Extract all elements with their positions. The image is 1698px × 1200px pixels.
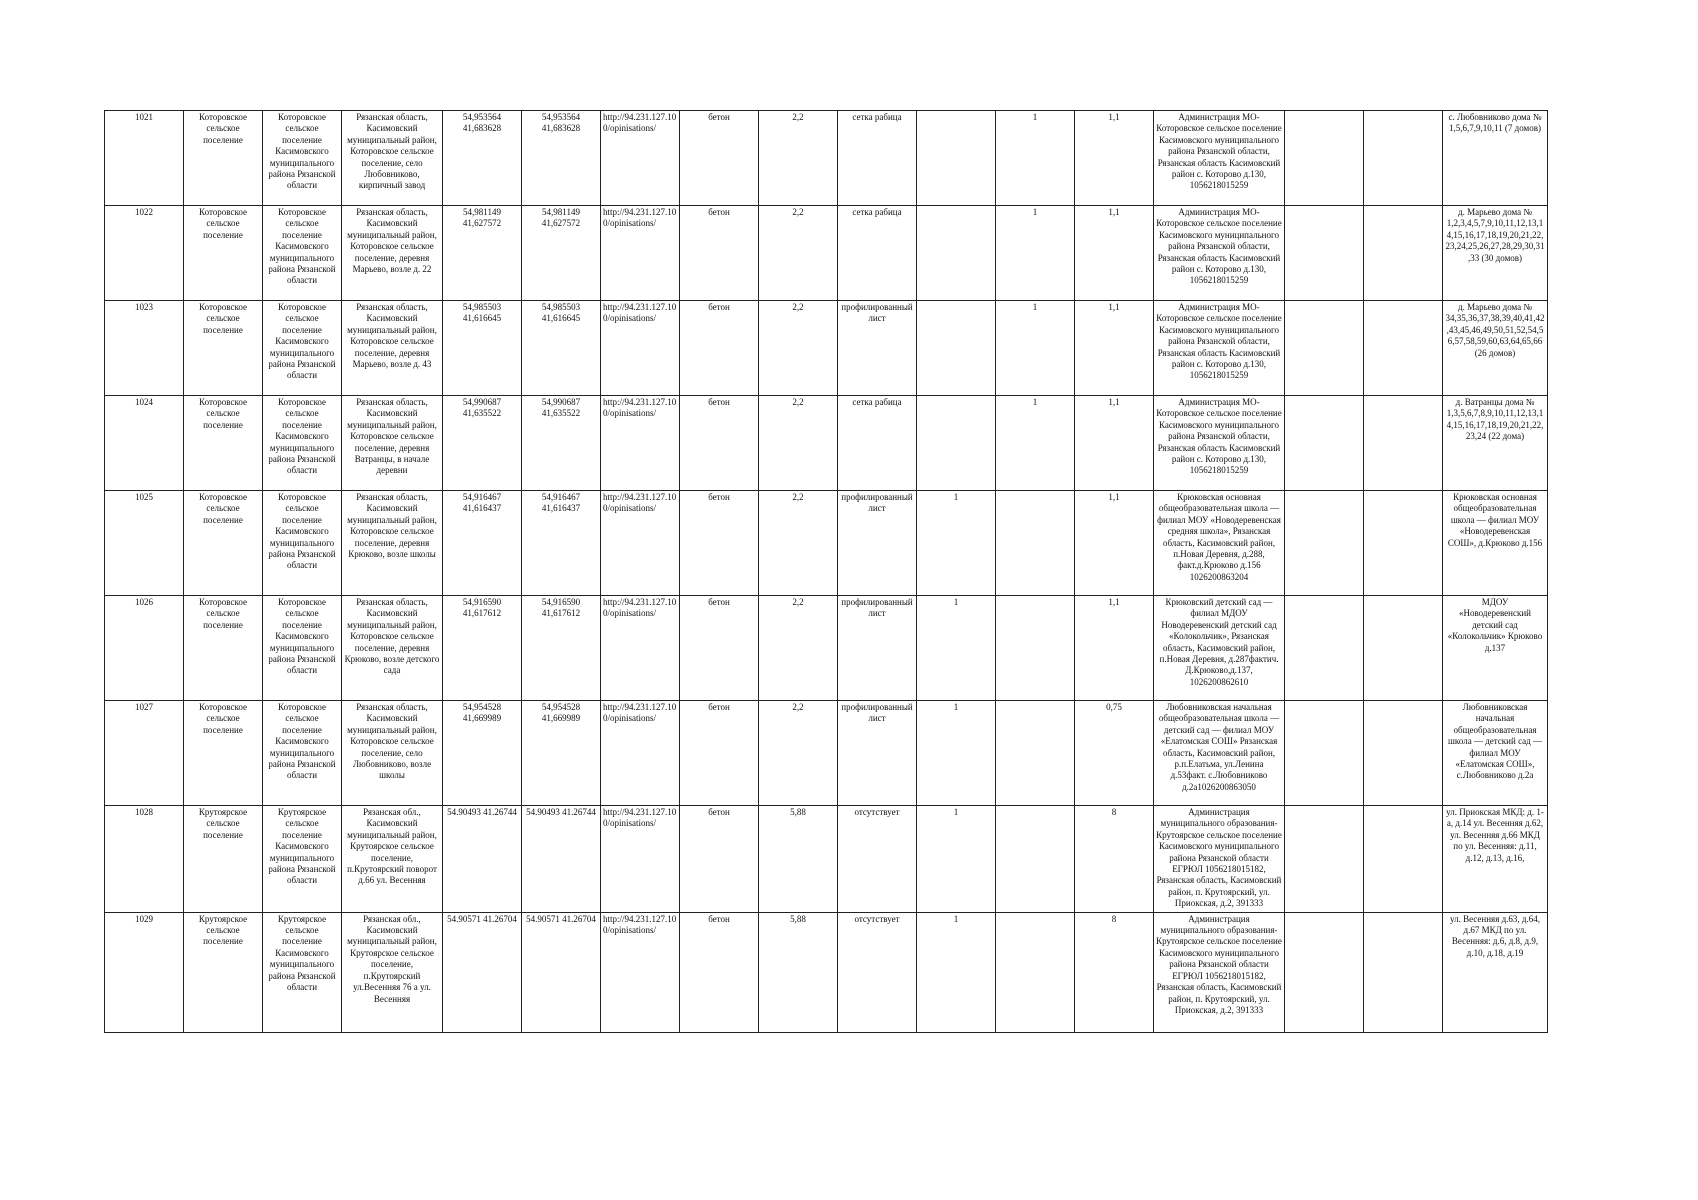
fence-cell: профилированный лист — [838, 491, 917, 596]
owner-cell: Которовское сельское поселение Касимовского муниципального района Рязанской области — [263, 206, 342, 301]
empty-cell — [1285, 701, 1364, 806]
link-cell[interactable]: http://94.231.127.100/opinisations/ — [601, 806, 680, 913]
address-cell: Рязанская область, Касимовский муниципальный район, Которовское сельское поселение, село Любовниково, кирпичный завод — [342, 111, 443, 206]
volume-cell: 1,1 — [1075, 111, 1154, 206]
operator-cell: Администрация МО-Которовское сельское поселение Касимовского муниципального района Рязанской области, Рязанская область Касимовский район с. Которово д.130, 1056218015259 — [1154, 396, 1285, 491]
surface-cell: бетон — [680, 396, 759, 491]
surface-cell: бетон — [680, 206, 759, 301]
empty-cell — [1285, 806, 1364, 913]
link-cell[interactable]: http://94.231.127.100/opinisations/ — [601, 701, 680, 806]
surface-cell: бетон — [680, 596, 759, 701]
count-cell-a — [917, 111, 996, 206]
count-cell-b — [996, 912, 1075, 1032]
address-cell: Рязанская область, Касимовский муниципальный район, Которовское сельское поселение, деревня Марьево, возле д. 22 — [342, 206, 443, 301]
area-cell: 2,2 — [759, 111, 838, 206]
row-number: 1023 — [105, 301, 184, 396]
empty-cell-2 — [1364, 701, 1443, 806]
served-objects-cell: д. Марьево дома № 1,2,3,4,5,7,9,10,11,12,13,14,15,16,17,18,19,20,21,22,23,24,25,26,27,28,29,30,31,33 (30 домов) — [1443, 206, 1548, 301]
coordinates-cell-2: 54.90493 41.26744 — [522, 806, 601, 913]
link-cell[interactable]: http://94.231.127.100/opinisations/ — [601, 301, 680, 396]
coordinates-cell-2: 54,985503 41,616645 — [522, 301, 601, 396]
operator-cell: Любовниковская начальная общеобразовательная школа — детский сад — филиал МОУ «Елатомская СОШ» Рязанская область, Касимовский район, р.п.Елатьма, ул.Ленина д.53факт. с.Любовниково д.2а1026200863050 — [1154, 701, 1285, 806]
fence-cell: профилированный лист — [838, 301, 917, 396]
volume-cell: 1,1 — [1075, 596, 1154, 701]
operator-cell: Администрация муниципального образования-Крутоярское сельское поселение Касимовского муниципального района Рязанской области ЕГРЮЛ 1056218015182, Рязанская область, Касимовский район, п. Крутоярский, ул. Приокская, д.2, 391333 — [1154, 912, 1285, 1032]
registry-table — [104, 110, 1548, 1033]
empty-cell-2 — [1364, 396, 1443, 491]
empty-cell-2 — [1364, 111, 1443, 206]
fence-cell: сетка рабица — [838, 396, 917, 491]
table-row — [105, 301, 1548, 396]
settlement-cell: Которовское сельское поселение — [184, 111, 263, 206]
area-cell: 2,2 — [759, 491, 838, 596]
served-objects-cell: Любовниковская начальная общеобразовательная школа — детский сад — филиал МОУ «Елатомская СОШ», с.Любовниково д.2а — [1443, 701, 1548, 806]
coordinates-cell: 54.90493 41.26744 — [443, 806, 522, 913]
table-row — [105, 596, 1548, 701]
count-cell-a — [917, 206, 996, 301]
volume-cell: 8 — [1075, 806, 1154, 913]
table-row — [105, 701, 1548, 806]
count-cell-b: 1 — [996, 206, 1075, 301]
coordinates-cell-2: 54,916467 41,616437 — [522, 491, 601, 596]
area-cell: 2,2 — [759, 396, 838, 491]
settlement-cell: Которовское сельское поселение — [184, 396, 263, 491]
owner-cell: Которовское сельское поселение Касимовского муниципального района Рязанской области — [263, 396, 342, 491]
coordinates-cell-2: 54,953564 41,683628 — [522, 111, 601, 206]
coordinates-cell: 54,985503 41,616645 — [443, 301, 522, 396]
table-row — [105, 912, 1548, 1032]
empty-cell — [1285, 206, 1364, 301]
owner-cell: Крутоярское сельское поселение Касимовского муниципального района Рязанской области — [263, 912, 342, 1032]
coordinates-cell-2: 54,990687 41,635522 — [522, 396, 601, 491]
coordinates-cell-2: 54,954528 41,669989 — [522, 701, 601, 806]
settlement-cell: Крутоярское сельское поселение — [184, 912, 263, 1032]
address-cell: Рязанская область, Касимовский муниципальный район, Которовское сельское поселение, деревня Крюково, возле школы — [342, 491, 443, 596]
served-objects-cell: д. Ватранцы дома № 1,3,5,6,7,8,9,10,11,12,13,14,15,16,17,18,19,20,21,22,23,24 (22 дома) — [1443, 396, 1548, 491]
empty-cell — [1285, 111, 1364, 206]
empty-cell-2 — [1364, 206, 1443, 301]
fence-cell: сетка рабица — [838, 206, 917, 301]
area-cell: 2,2 — [759, 206, 838, 301]
empty-cell-2 — [1364, 491, 1443, 596]
table-body — [105, 111, 1548, 1033]
operator-cell: Администрация муниципального образования-Крутоярское сельское поселение Касимовского муниципального района Рязанской области ЕГРЮЛ 1056218015182, Рязанская область, Касимовский район, п. Крутоярский, ул. Приокская, д.2, 391333 — [1154, 806, 1285, 913]
owner-cell: Которовское сельское поселение Касимовского муниципального района Рязанской области — [263, 596, 342, 701]
served-objects-cell: Крюковская основная общеобразовательная школа — филиал МОУ «Новодеревенская СОШ», д.Крюково д.156 — [1443, 491, 1548, 596]
area-cell: 5,88 — [759, 912, 838, 1032]
link-cell[interactable]: http://94.231.127.100/opinisations/ — [601, 206, 680, 301]
count-cell-b: 1 — [996, 301, 1075, 396]
fence-cell: отсутствует — [838, 806, 917, 913]
area-cell: 2,2 — [759, 701, 838, 806]
table-row — [105, 111, 1548, 206]
served-objects-cell: ул. Приокская МКД: д. 1-а, д.14 ул. Весенняя д.62, ул. Весенняя д.66 МКД по ул. Весенняя: д.11, д.12, д.13, д.16, — [1443, 806, 1548, 913]
count-cell-a — [917, 301, 996, 396]
area-cell: 2,2 — [759, 301, 838, 396]
volume-cell: 0,75 — [1075, 701, 1154, 806]
surface-cell: бетон — [680, 701, 759, 806]
empty-cell — [1285, 596, 1364, 701]
volume-cell: 8 — [1075, 912, 1154, 1032]
link-cell[interactable]: http://94.231.127.100/opinisations/ — [601, 491, 680, 596]
coordinates-cell: 54,954528 41,669989 — [443, 701, 522, 806]
served-objects-cell: д. Марьево дома № 34,35,36,37,38,39,40,41,42,43,45,46,49,50,51,52,54,56,57,58,59,60,63,64,65,66 (26 домов) — [1443, 301, 1548, 396]
operator-cell: Крюковский детский сад — филиал МДОУ Новодеревенский детский сад «Колокольчик», Рязанская область, Касимовский район, п.Новая Деревня, д.287фактич. Д.Крюково,д.137, 1026200862610 — [1154, 596, 1285, 701]
surface-cell: бетон — [680, 111, 759, 206]
volume-cell: 1,1 — [1075, 206, 1154, 301]
empty-cell — [1285, 301, 1364, 396]
coordinates-cell: 54,981149 41,627572 — [443, 206, 522, 301]
address-cell: Рязанская область, Касимовский муниципальный район, Которовское сельское поселение, деревня Крюково, возле детского сада — [342, 596, 443, 701]
surface-cell: бетон — [680, 912, 759, 1032]
surface-cell: бетон — [680, 491, 759, 596]
volume-cell: 1,1 — [1075, 491, 1154, 596]
count-cell-b: 1 — [996, 111, 1075, 206]
count-cell-b — [996, 596, 1075, 701]
table-row — [105, 806, 1548, 913]
count-cell-b: 1 — [996, 396, 1075, 491]
row-number: 1022 — [105, 206, 184, 301]
owner-cell: Которовское сельское поселение Касимовского муниципального района Рязанской области — [263, 111, 342, 206]
count-cell-b — [996, 806, 1075, 913]
count-cell-b — [996, 701, 1075, 806]
link-cell[interactable]: http://94.231.127.100/opinisations/ — [601, 596, 680, 701]
owner-cell: Которовское сельское поселение Касимовского муниципального района Рязанской области — [263, 701, 342, 806]
settlement-cell: Которовское сельское поселение — [184, 596, 263, 701]
fence-cell: профилированный лист — [838, 596, 917, 701]
area-cell: 2,2 — [759, 596, 838, 701]
address-cell: Рязанская обл., Касимовский муниципальный район, Крутоярское сельское поселение, п.Крутоярский ул.Весенняя 76 а ул. Весенняя — [342, 912, 443, 1032]
address-cell: Рязанская область, Касимовский муниципальный район, Которовское сельское поселение, село Любовниково, возле школы — [342, 701, 443, 806]
surface-cell: бетон — [680, 301, 759, 396]
coordinates-cell-2: 54,981149 41,627572 — [522, 206, 601, 301]
served-objects-cell: ул. Весенняя д.63, д.64, д.67 МКД по ул. Весенняя: д.6, д.8, д.9, д.10, д.18, д.19 — [1443, 912, 1548, 1032]
table-row — [105, 491, 1548, 596]
coordinates-cell: 54,916590 41,617612 — [443, 596, 522, 701]
owner-cell: Крутоярское сельское поселение Касимовского муниципального района Рязанской области — [263, 806, 342, 913]
operator-cell: Крюковская основная общеобразовательная школа — филиал МОУ «Новодеревенская средняя школа», Рязанская область, Касимовский район, п.Новая Деревня, д.288, факт.д.Крюково д.156 1026200863204 — [1154, 491, 1285, 596]
volume-cell: 1,1 — [1075, 396, 1154, 491]
settlement-cell: Крутоярское сельское поселение — [184, 806, 263, 913]
fence-cell: сетка рабица — [838, 111, 917, 206]
count-cell-a: 1 — [917, 596, 996, 701]
empty-cell-2 — [1364, 912, 1443, 1032]
settlement-cell: Которовское сельское поселение — [184, 301, 263, 396]
area-cell: 5,88 — [759, 806, 838, 913]
operator-cell: Администрация МО-Которовское сельское поселение Касимовского муниципального района Рязанской области, Рязанская область Касимовский район с. Которово д.130, 1056218015259 — [1154, 111, 1285, 206]
coordinates-cell-2: 54.90571 41.26704 — [522, 912, 601, 1032]
empty-cell-2 — [1364, 301, 1443, 396]
row-number: 1025 — [105, 491, 184, 596]
coordinates-cell: 54,916467 41,616437 — [443, 491, 522, 596]
empty-cell — [1285, 912, 1364, 1032]
address-cell: Рязанская обл., Касимовский муниципальный район, Крутоярское сельское поселение, п.Крутоярский поворот д.66 ул. Весенняя — [342, 806, 443, 913]
settlement-cell: Которовское сельское поселение — [184, 701, 263, 806]
count-cell-a: 1 — [917, 806, 996, 913]
address-cell: Рязанская область, Касимовский муниципальный район, Которовское сельское поселение, деревня Ватранцы, в начале деревни — [342, 396, 443, 491]
served-objects-cell: МДОУ «Новодеревенский детский сад «Колокольчик» Крюково д.137 — [1443, 596, 1548, 701]
empty-cell — [1285, 491, 1364, 596]
count-cell-a: 1 — [917, 491, 996, 596]
count-cell-b — [996, 491, 1075, 596]
settlement-cell: Которовское сельское поселение — [184, 491, 263, 596]
served-objects-cell: с. Любовниково дома № 1,5,6,7,9,10,11 (7 домов) — [1443, 111, 1548, 206]
empty-cell-2 — [1364, 806, 1443, 913]
row-number: 1028 — [105, 806, 184, 913]
owner-cell: Которовское сельское поселение Касимовского муниципального района Рязанской области — [263, 301, 342, 396]
coordinates-cell: 54,990687 41,635522 — [443, 396, 522, 491]
row-number: 1024 — [105, 396, 184, 491]
link-cell[interactable]: http://94.231.127.100/opinisations/ — [601, 912, 680, 1032]
empty-cell-2 — [1364, 596, 1443, 701]
coordinates-cell: 54.90571 41.26704 — [443, 912, 522, 1032]
owner-cell: Которовское сельское поселение Касимовского муниципального района Рязанской области — [263, 491, 342, 596]
settlement-cell: Которовское сельское поселение — [184, 206, 263, 301]
address-cell: Рязанская область, Касимовский муниципальный район, Которовское сельское поселение, деревня Марьево, возле д. 43 — [342, 301, 443, 396]
table-row — [105, 206, 1548, 301]
link-cell[interactable]: http://94.231.127.100/opinisations/ — [601, 111, 680, 206]
empty-cell — [1285, 396, 1364, 491]
operator-cell: Администрация МО-Которовское сельское поселение Касимовского муниципального района Рязанской области, Рязанская область Касимовский район с. Которово д.130, 1056218015259 — [1154, 301, 1285, 396]
row-number: 1029 — [105, 912, 184, 1032]
row-number: 1021 — [105, 111, 184, 206]
coordinates-cell-2: 54,916590 41,617612 — [522, 596, 601, 701]
count-cell-a — [917, 396, 996, 491]
row-number: 1027 — [105, 701, 184, 806]
operator-cell: Администрация МО-Которовское сельское поселение Касимовского муниципального района Рязанской области, Рязанская область Касимовский район с. Которово д.130, 1056218015259 — [1154, 206, 1285, 301]
fence-cell: отсутствует — [838, 912, 917, 1032]
link-cell[interactable]: http://94.231.127.100/opinisations/ — [601, 396, 680, 491]
count-cell-a: 1 — [917, 701, 996, 806]
volume-cell: 1,1 — [1075, 301, 1154, 396]
row-number: 1026 — [105, 596, 184, 701]
count-cell-a: 1 — [917, 912, 996, 1032]
coordinates-cell: 54,953564 41,683628 — [443, 111, 522, 206]
fence-cell: профилированный лист — [838, 701, 917, 806]
surface-cell: бетон — [680, 806, 759, 913]
table-row — [105, 396, 1548, 491]
